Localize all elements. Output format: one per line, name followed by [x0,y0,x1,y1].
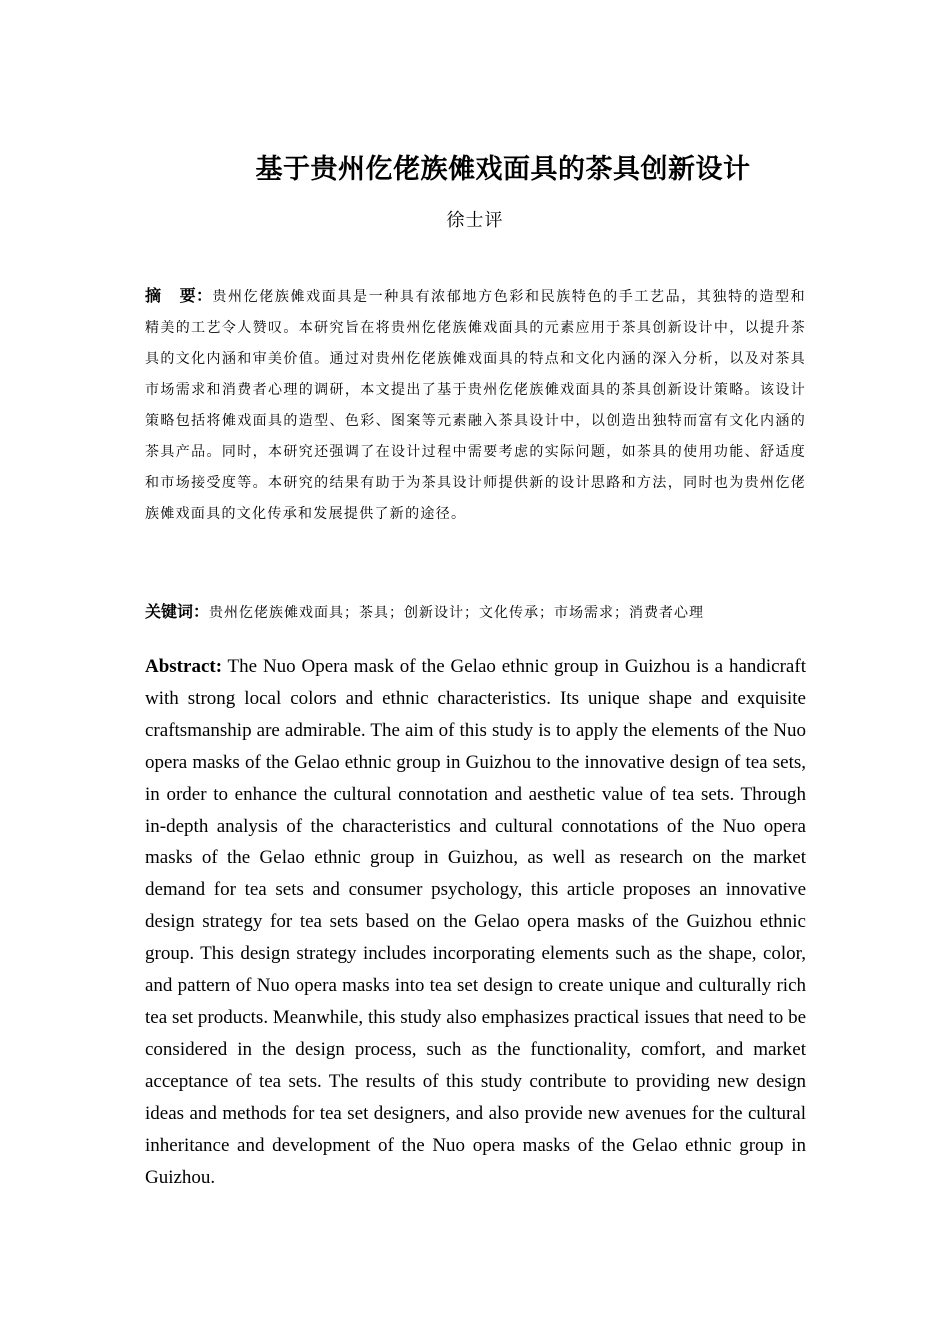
chinese-abstract-label-second: 要： [179,286,213,305]
keywords [145,597,806,628]
chinese-abstract-label-first: 摘 [145,286,162,305]
chinese-abstract-label [145,286,212,305]
english-abstract-text: The Nuo Opera mask of the Gelao ethnic group in Guizhou is a handicraft with strong local colors and ethnic characteristics. Its unique shape and exquisite craftsmanship are admirable. The aim of this study is to apply the elements of the Nuo opera masks of the Gelao ethnic group in Guizhou to the innovative design of tea sets, in order to enhance the cultural connotation and aesthetic value of tea sets. Through in-depth analysis of the characteristics and cultural connotations of the Nuo opera masks of the Gelao ethnic group in Guizhou, as well as research on the market demand for tea sets and consumer psychology, this article proposes an innovative design strategy for tea sets based on the Gelao opera masks of the Guizhou ethnic group. This design strategy includes incorporating elements such as the shape, color, and pattern of Nuo opera masks into tea set design to create unique and culturally rich tea set products. Meanwhile, this study also emphasizes practical issues that need to be considered in the design process, such as the functionality, comfort, and market acceptance of tea sets. The results of this study contribute to providing new design ideas and methods for tea set designers, and also provide new avenues for the cultural inheritance and development of the Nuo opera masks of the Gelao ethnic group in Guizhou. [145,656,806,1188]
keywords-label: 关键词： [145,602,210,621]
keywords-text: 贵州仡佬族傩戏面具；茶具；创新设计；文化传承；市场需求；消费者心理 [209,605,705,621]
english-abstract-label: Abstract: [145,656,223,677]
english-abstract [145,651,806,1193]
paper-title: 基于贵州仡佬族傩戏面具的茶具创新设计 [255,154,751,185]
chinese-abstract [145,280,806,530]
chinese-abstract-text: 贵州仡佬族傩戏面具是一种具有浓郁地方色彩和民族特色的手工艺品，其独特的造型和精美的工艺令人赞叹。本研究旨在将贵州仡佬族傩戏面具的元素应用于茶具创新设计中，以提升茶具的文化内涵和审美价值。通过对贵州仡佬族傩戏面具的特点和文化内涵的深入分析，以及对茶具市场需求和消费者心理的调研，本文提出了基于贵州仡佬族傩戏面具的茶具创新设计策略。该设计策略包括将傩戏面具的造型、色彩、图案等元素融入茶具设计中，以创造出独特而富有文化内涵的茶具产品。同时，本研究还强调了在设计过程中需要考虑的实际问题，如茶具的使用功能、舒适度和市场接受度等。本研究的结果有助于为茶具设计师提供新的设计思路和方法，同时也为贵州仡佬族傩戏面具的文化传承和发展提供了新的途径。 [145,289,806,522]
author-name: 徐士评 [446,210,504,231]
